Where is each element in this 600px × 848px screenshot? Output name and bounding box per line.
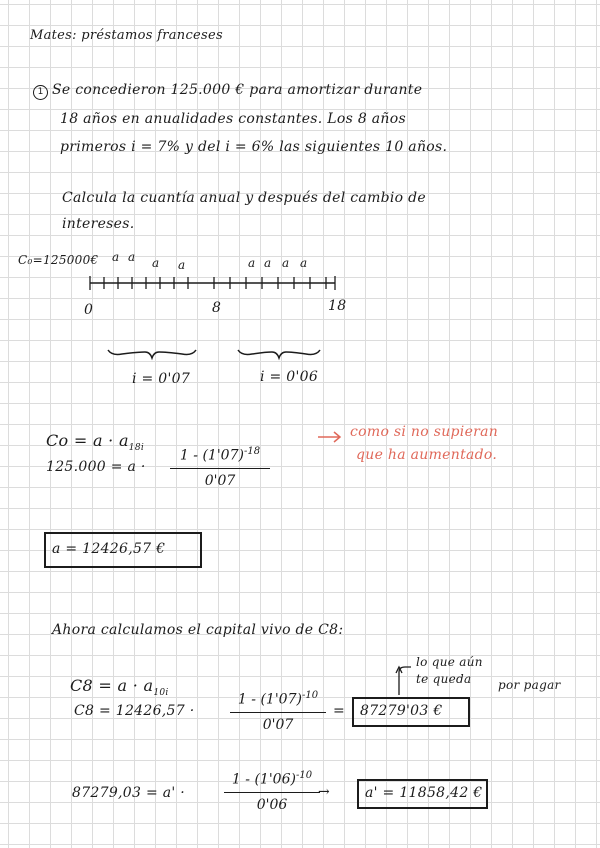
- brace-2: [238, 350, 320, 358]
- pointer-arrow-icon: [396, 667, 411, 695]
- section2-result-value: 87279'03 €: [360, 703, 443, 719]
- red-arrow-icon: [318, 432, 340, 442]
- section3-result-value: a' = 11858,42 €: [365, 785, 483, 801]
- payment-label: a: [248, 256, 256, 270]
- payment-label: a: [300, 256, 308, 270]
- brace-1: [108, 350, 196, 358]
- section3-result-box: [357, 779, 488, 809]
- problem-line-2: 18 años en anualidades constantes. Los 8 años: [60, 111, 406, 127]
- result1-box: [44, 532, 202, 568]
- payment-label: a: [264, 256, 272, 270]
- formula1-fraction: $1 - (1'07)^{-18}$ 0'07: [170, 446, 270, 489]
- rate-label-1: i = 0'07: [132, 371, 191, 387]
- section2-note-line2: te queda: [416, 672, 472, 686]
- section3-arrow: →: [318, 784, 331, 800]
- problem-line-1: Se concedieron 125.000 € para amortizar durante: [52, 82, 423, 98]
- formula1-note-line2: que ha aumentado.: [356, 447, 498, 463]
- formula1-annuity-subscript: 18i: [128, 443, 145, 454]
- formula1-note-line1: como si no supieran: [350, 424, 499, 440]
- tick-label-8: 8: [212, 300, 222, 316]
- result1-value: a = 12426,57 €: [52, 541, 166, 557]
- section2-note-line3: por pagar: [498, 678, 561, 692]
- formula1-line2: 125.000 = a ·: [46, 459, 146, 475]
- section2-line1: $C8 = a \cdot a_{10i}$: [70, 676, 169, 699]
- payment-label: a: [152, 256, 160, 270]
- rate-label-2: i = 0'06: [260, 369, 319, 385]
- tick-label-0: 0: [84, 302, 94, 318]
- tick-label-18: 18: [328, 298, 347, 314]
- section2-note-line1: lo que aún: [416, 655, 483, 669]
- payment-label: a: [112, 250, 120, 264]
- problem-line-4: Calcula la cuantía anual y después del cambio de: [62, 190, 427, 206]
- formula1-line1: $Co = a \cdot a_{18i}$: [46, 431, 145, 454]
- problem-line-3: primeros i = 7% y del i = 6% las siguientes 10 años.: [60, 139, 448, 155]
- problem-number-icon: 1: [33, 85, 48, 100]
- section2-equals: =: [333, 703, 346, 719]
- section3-fraction: $1 - (1'06)^{-10}$ 0'06: [224, 770, 320, 813]
- timeline-capital-label: C₀=125000€: [18, 253, 99, 267]
- section2-fraction: $1 - (1'07)^{-10}$ 0'07: [230, 690, 326, 733]
- section2-intro: Ahora calculamos el capital vivo de C8:: [52, 622, 344, 638]
- page-title: Mates: préstamos franceses: [30, 28, 223, 43]
- section2-line2: C8 = 12426,57 ·: [74, 703, 195, 719]
- payment-label: a: [128, 250, 136, 264]
- section2-result-box: [352, 697, 470, 727]
- payment-label: a: [178, 258, 186, 272]
- problem-line-5: intereses.: [62, 216, 135, 232]
- section3-lhs: 87279,03 = a' ·: [72, 785, 186, 801]
- section2-annuity-subscript: 10i: [153, 688, 169, 699]
- payment-label: a: [282, 256, 290, 270]
